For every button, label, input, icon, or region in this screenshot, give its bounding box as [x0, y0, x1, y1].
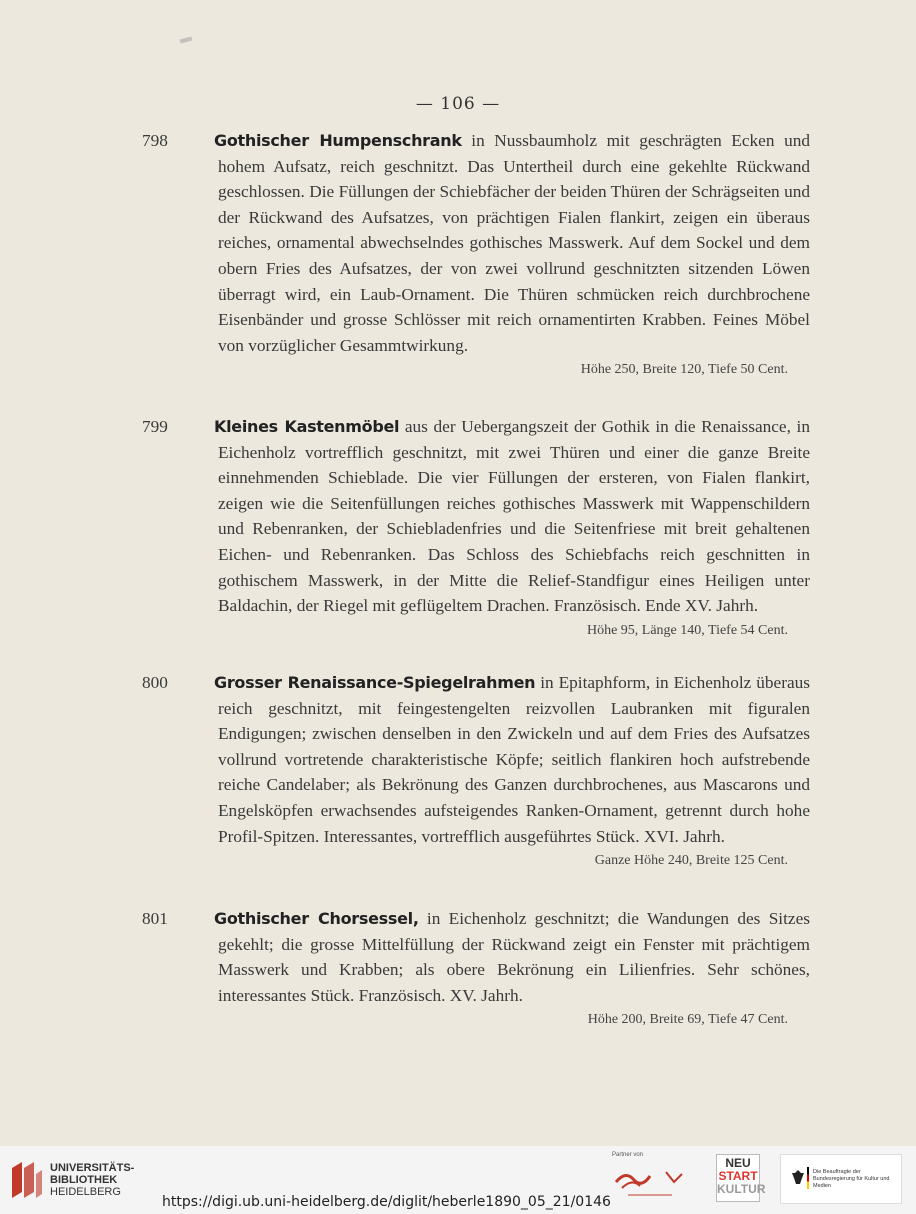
entry-title: Gothischer Chorsessel,	[214, 909, 419, 928]
entry-text	[142, 128, 810, 358]
entry-title: Kleines Kastenmöbel	[214, 417, 400, 436]
catalog-entry	[142, 670, 810, 869]
library-line1: UNIVERSITÄTS-	[50, 1162, 135, 1174]
catalog-entry	[142, 906, 810, 1028]
page-number: — 106 —	[415, 94, 501, 114]
entry-title: Gothischer Humpenschrank	[214, 131, 462, 150]
entry-dimensions: Ganze Höhe 240, Breite 125 Cent.	[594, 853, 788, 869]
library-line3: HEIDELBERG	[50, 1186, 121, 1198]
entry-description: in Epitaphform, in Eichenholz überaus reich geschnitzt, mit feingestengelten reizvollen Laubranken mit figuralen Endigungen; zwischen denselben in den Zwickeln und auf dem Fries des Aufsatzes vollrund vortretende charakteristische Köpfe; seitlich flankiren hoch aufstrebende reiche Candelaber; als Bekrönung des Ganzen durchbrochenes, aus Mascarons und Engelsköpfen erwachsendes aufsteigendes Ranken-Ornament, getrennt durch hohe Profil-Spitzen. Interessantes, vortrefflich ausgeführtes Stück. XVI. Jahrh.	[218, 673, 810, 846]
entry-description: aus der Uebergangszeit der Gothik in die Renaissance, in Eichenholz vortrefflich geschnitzt, mit zwei Thüren und einer die ganze Breite einnehmenden Schieblade. Die vier Füllungen der ersteren, von Fialen flankirt, zeigen wie die Seitenfüllungen reiches gothisches Masswerk mit Wappenschildern und Rebenranken, der Schiebladenfries und die Seitenfriese mit breit gehaltenen Eichen- und Rebenranken. Das Schloss des Schiebfachs reich geschnitten in gothischem Masswerk, in der Mitte die Relief-Standfigur eines Heiligen unter Baldachin, der Riegel mit geflügeltem Drachen. Französisch. Ende XV. Jahrh.	[218, 417, 810, 616]
library-line2: BIBLIOTHEK	[50, 1174, 118, 1186]
entry-description: in Nussbaumholz mit geschrägten Ecken und hohem Aufsatz, reich geschnitzt. Das Untertheil durch eine gekehlte Rückwand geschlossen. Die Füllungen der Schiebfächer der beiden Thüren der Schrägseiten und der Rückwand des Aufsatzes, von prächtigen Fialen flankirt, zeigen ein überaus reiches, ornamental abwechselndes gothisches Masswerk. Auf dem Sockel und dem obern Fries des Aufsatzes, der von zwei vollrund geschnitzten sitzenden Löwen überragt wird, ein Laub-Ornament. Die Thüren schmücken reich durchbrochene Eisenbänder und grosse Schlösser mit reich ornamentirten Krabben. Feines Möbel von vorzüglicher Gesammtwirkung.	[218, 131, 810, 355]
entry-number: 800	[142, 673, 168, 692]
entry-number: 801	[142, 909, 168, 928]
bkm-text: Die Beauftragte der Bundesregierung für Kultur und Medien	[813, 1169, 890, 1189]
deutsche-digitale-bibliothek-icon[interactable]	[612, 1164, 688, 1204]
entry-description: in Eichenholz geschnitzt; die Wandungen des Sitzes gekehlt; die grosse Mittelfüllung der Rückwand zeigt ein Fenster mit prächtigem Masswerk und Krabben; als obere Bekrönung ein Lilienfries. Sehr schönes, interessantes Stück. Französisch. XV. Jahrh.	[218, 909, 810, 1005]
neustart-line3: KULTUR	[717, 1182, 766, 1196]
neustart-line2: START	[718, 1169, 758, 1183]
ub-heidelberg-icon	[8, 1158, 44, 1202]
permalink-url[interactable]: https://digi.ub.uni-heidelberg.de/diglit/heberle1890_05_21/0146	[162, 1194, 611, 1210]
entry-title: Grosser Renaissance-Spiegelrahmen	[214, 673, 536, 692]
entry-text	[142, 670, 810, 849]
library-name	[50, 1162, 134, 1198]
entry-dimensions: Höhe 250, Breite 120, Tiefe 50 Cent.	[580, 362, 788, 378]
entry-dimensions: Höhe 95, Länge 140, Tiefe 54 Cent.	[586, 622, 788, 638]
entry-text	[142, 414, 810, 619]
federal-eagle-icon	[791, 1169, 805, 1185]
bkm-logo[interactable]	[780, 1154, 902, 1204]
university-library-logo[interactable]	[8, 1158, 134, 1202]
viewer-footer	[0, 1146, 916, 1214]
pencil-mark	[180, 37, 193, 44]
catalog-entry	[142, 414, 810, 639]
entry-dimensions: Höhe 200, Breite 69, Tiefe 47 Cent.	[587, 1012, 788, 1028]
neustart-line1: NEU	[725, 1156, 751, 1170]
catalog-entry	[142, 128, 810, 378]
neustart-kultur-logo[interactable]	[716, 1154, 766, 1202]
entry-number: 799	[142, 417, 168, 436]
entry-number: 798	[142, 131, 168, 150]
german-flag-stripe	[807, 1167, 809, 1189]
entry-text	[142, 906, 810, 1008]
partner-label: Partner von	[612, 1152, 644, 1158]
